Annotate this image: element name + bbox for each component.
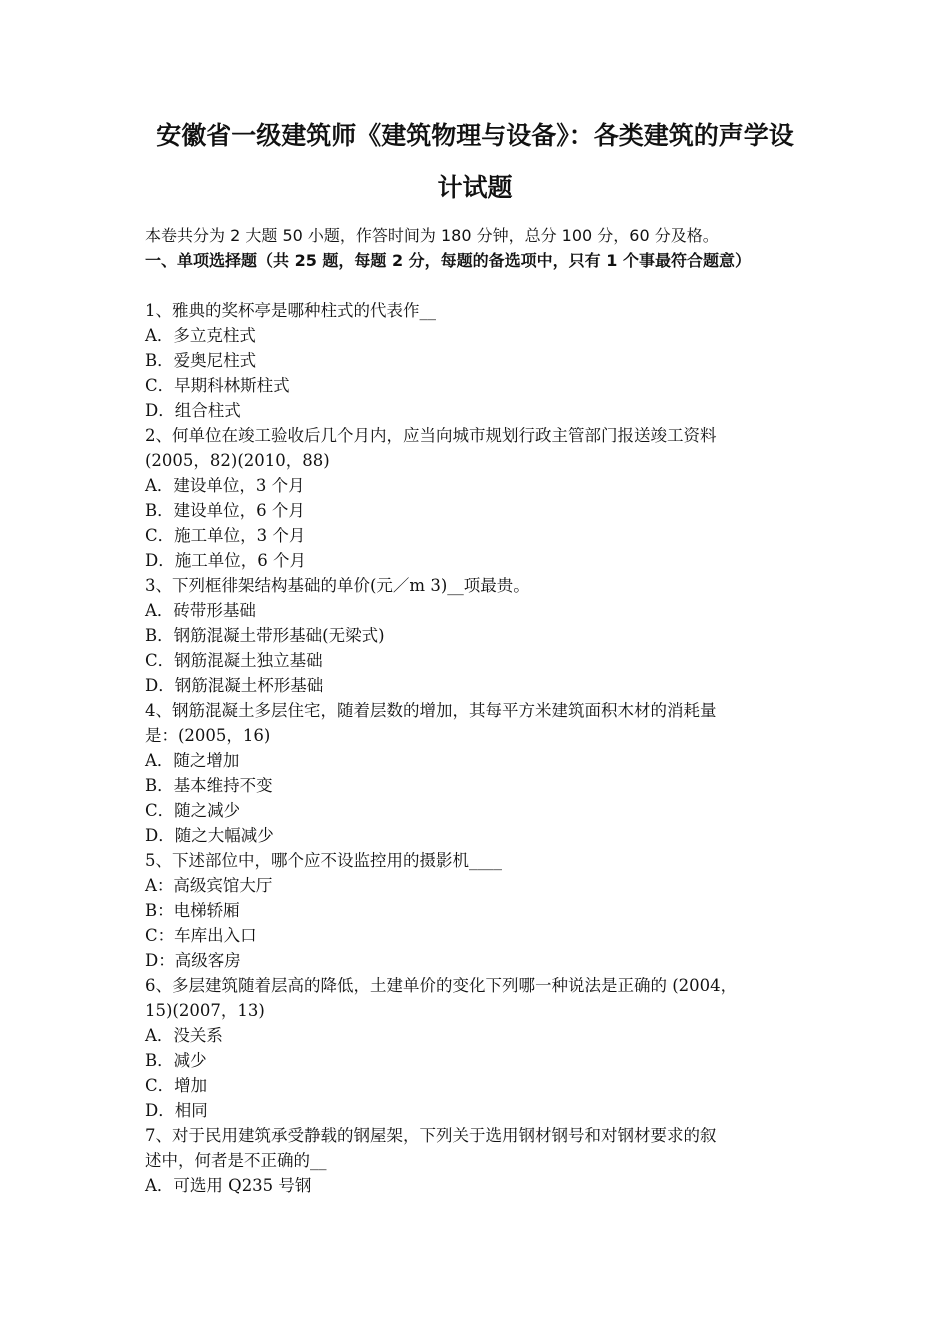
question-stem-line: 6、多层建筑随着层高的降低，土建单价的变化下列哪一种说法是正确的 (2004， — [145, 976, 738, 995]
answer-option: A：高级宾馆大厅 — [145, 876, 273, 895]
question-stem-line: 2、何单位在竣工验收后几个月内，应当向城市规划行政主管部门报送竣工资料 — [145, 426, 717, 445]
question-stem-line: 7、对于民用建筑承受静载的钢屋架，下列关于选用钢材钢号和对钢材要求的叙 — [145, 1126, 717, 1145]
answer-option: A．多立克柱式 — [145, 326, 256, 345]
question-stem-line: 4、钢筋混凝土多层住宅，随着层数的增加，其每平方米建筑面积木材的消耗量 — [145, 701, 717, 720]
answer-option: B：电梯轿厢 — [145, 901, 240, 920]
answer-option: A．砖带形基础 — [145, 601, 256, 620]
question-continuation-line: (2005，82)(2010，88) — [145, 451, 330, 470]
answer-option: D：高级客房 — [145, 951, 241, 970]
answer-option: B．爱奥尼柱式 — [145, 351, 257, 370]
answer-option: C：车库出入口 — [145, 926, 257, 945]
question-continuation-line: 15)(2007，13) — [145, 1001, 265, 1020]
answer-option: C．早期科林斯柱式 — [145, 376, 290, 395]
document-title-line-2: 计试题 — [437, 173, 513, 202]
question-continuation-line: 述中，何者是不正确的__ — [145, 1151, 327, 1170]
document-title-line-1: 安徽省一级建筑师《建筑物理与设备》：各类建筑的声学设 — [156, 121, 794, 150]
answer-option: C．随之减少 — [145, 801, 241, 820]
answer-option: B．钢筋混凝土带形基础(无梁式) — [145, 626, 385, 645]
answer-option: B．减少 — [145, 1051, 207, 1070]
answer-option: A．随之增加 — [145, 751, 240, 770]
answer-option: B．基本维持不变 — [145, 776, 273, 795]
answer-option: D．施工单位，6 个月 — [145, 551, 306, 570]
answer-option: B．建设单位，6 个月 — [145, 501, 305, 520]
question-continuation-line: 是：(2005，16) — [145, 726, 271, 745]
exam-summary: 本卷共分为 2 大题 50 小题，作答时间为 180 分钟，总分 100 分，60 分及格。 — [145, 226, 719, 245]
section-heading: 一、单项选择题（共 25 题，每题 2 分，每题的备选项中，只有 1 个事最符合题意） — [145, 251, 751, 270]
answer-option: A．建设单位，3 个月 — [145, 476, 305, 495]
answer-option: D．组合柱式 — [145, 401, 241, 420]
answer-option: D．钢筋混凝土杯形基础 — [145, 676, 324, 695]
answer-option: A．没关系 — [145, 1026, 223, 1045]
answer-option: D．随之大幅减少 — [145, 826, 274, 845]
question-stem-line: 1、雅典的奖杯亭是哪种柱式的代表作__ — [145, 301, 436, 320]
answer-option: C．钢筋混凝土独立基础 — [145, 651, 323, 670]
question-stem-line: 5、下述部位中，哪个应不设监控用的摄影机____ — [145, 851, 502, 870]
question-stem-line: 3、下列框徘架结构基础的单价(元／m 3)__项最贵。 — [145, 576, 530, 595]
answer-option: C．施工单位，3 个月 — [145, 526, 306, 545]
question-list — [145, 298, 815, 1198]
answer-option: A．可选用 Q235 号钢 — [145, 1176, 312, 1195]
answer-option: D．相同 — [145, 1101, 208, 1120]
answer-option: C．增加 — [145, 1076, 208, 1095]
